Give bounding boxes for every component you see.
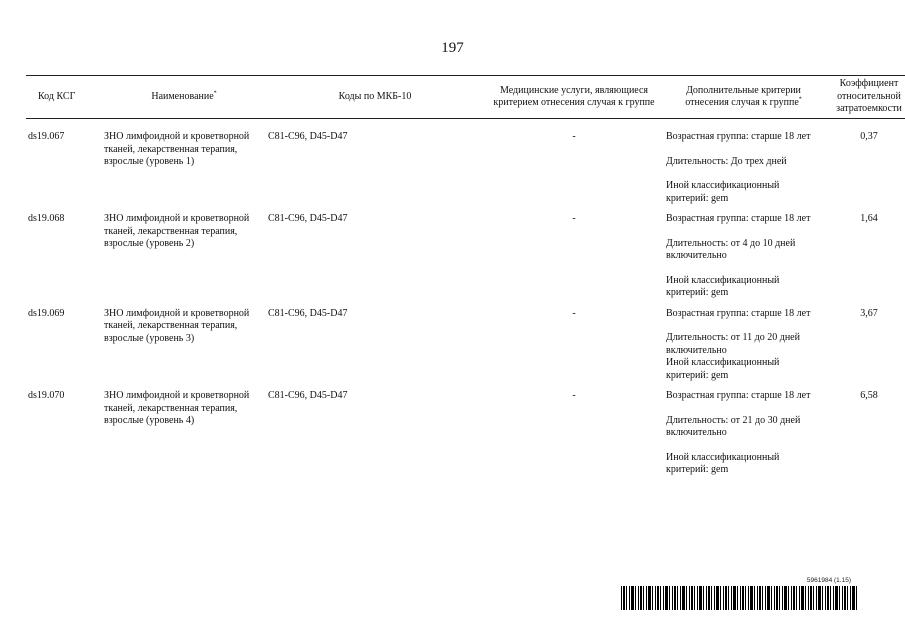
row-services: - (572, 131, 576, 142)
header-criteria (664, 76, 823, 119)
row-services: - (572, 390, 576, 401)
header-code-label: Код КСГ (38, 90, 76, 102)
row-name: ЗНО лимфоидной и кроветворной тканей, лекарственная терапия, взрослые (уровень 4) (104, 390, 250, 426)
table-row (26, 213, 905, 308)
row-services: - (572, 213, 576, 224)
row-criteria (664, 390, 823, 485)
row-mkb: C81-C96, D45-D47 (268, 307, 348, 319)
row-mkb: C81-C96, D45-D47 (268, 213, 348, 224)
criterion-age: Возрастная группа: старше 18 лет (666, 213, 811, 224)
row-coef: 0,37 (860, 131, 878, 142)
row-code: ds19.068 (28, 213, 65, 224)
ksg-table (26, 75, 905, 485)
row-services: - (572, 307, 576, 319)
criterion-other: Иной классификационный критерий: gem (666, 180, 780, 204)
criterion-other: Иной классификационный критерий: gem (666, 451, 780, 475)
header-name-footnote-mark: * (213, 90, 217, 97)
document-barcode (621, 577, 857, 610)
criterion-duration: Длительность: от 21 до 30 дней включительно (666, 414, 801, 438)
header-services-label: Медицинские услуги, являющиеся критерием отнесения случая к группе (493, 84, 655, 108)
criterion-age: Возрастная группа: старше 18 лет (666, 307, 811, 319)
row-code: ds19.070 (28, 390, 65, 401)
row-coef: 3,67 (860, 307, 878, 319)
criterion-age: Возрастная группа: старше 18 лет (666, 390, 811, 401)
row-name: ЗНО лимфоидной и кроветворной тканей, лекарственная терапия, взрослые (уровень 2) (104, 213, 250, 249)
row-code: ds19.069 (28, 307, 65, 319)
header-coef-label: Коэффициент относительной затратоемкости (836, 78, 902, 115)
row-criteria (664, 119, 823, 214)
header-name (102, 76, 266, 119)
header-code (26, 76, 102, 119)
row-mkb: C81-C96, D45-D47 (268, 131, 348, 142)
criterion-other: Иной классификационный критерий: gem (666, 357, 780, 381)
table-row (26, 119, 905, 214)
row-name: ЗНО лимфоидной и кроветворной тканей, лекарственная терапия, взрослые (уровень 1) (104, 131, 250, 167)
row-coef: 6,58 (860, 390, 878, 401)
header-services (484, 76, 664, 119)
row-criteria (664, 213, 823, 308)
header-mkb (266, 76, 484, 119)
page-number: 197 (441, 40, 464, 56)
header-name-label: Наименование (151, 90, 214, 102)
table-row (26, 390, 905, 485)
row-mkb: C81-C96, D45-D47 (268, 390, 348, 401)
criterion-duration: Длительность: от 11 до 20 дней включительно (666, 332, 800, 356)
table-header-row (26, 76, 905, 119)
row-criteria (664, 308, 823, 391)
barcode-label: 5961984 (1.15) (806, 577, 851, 584)
header-coef (823, 76, 905, 119)
header-criteria-footnote-mark: * (798, 96, 802, 103)
criterion-duration: Длительность: До трех дней (666, 155, 787, 167)
row-name: ЗНО лимфоидной и кроветворной тканей, лекарственная терапия, взрослые (уровень 3) (104, 307, 250, 344)
criterion-other: Иной классификационный критерий: gem (666, 274, 780, 298)
header-mkb-label: Коды по МКБ-10 (338, 90, 412, 102)
barcode-image (621, 586, 857, 610)
criterion-duration: Длительность: от 4 до 10 дней включительно (666, 237, 796, 261)
row-code: ds19.067 (28, 131, 65, 142)
header-criteria-label: Дополнительные критерии отнесения случая к группе (685, 84, 801, 108)
row-coef: 1,64 (860, 213, 878, 224)
criterion-age: Возрастная группа: старше 18 лет (666, 131, 811, 142)
table-row (26, 308, 905, 391)
